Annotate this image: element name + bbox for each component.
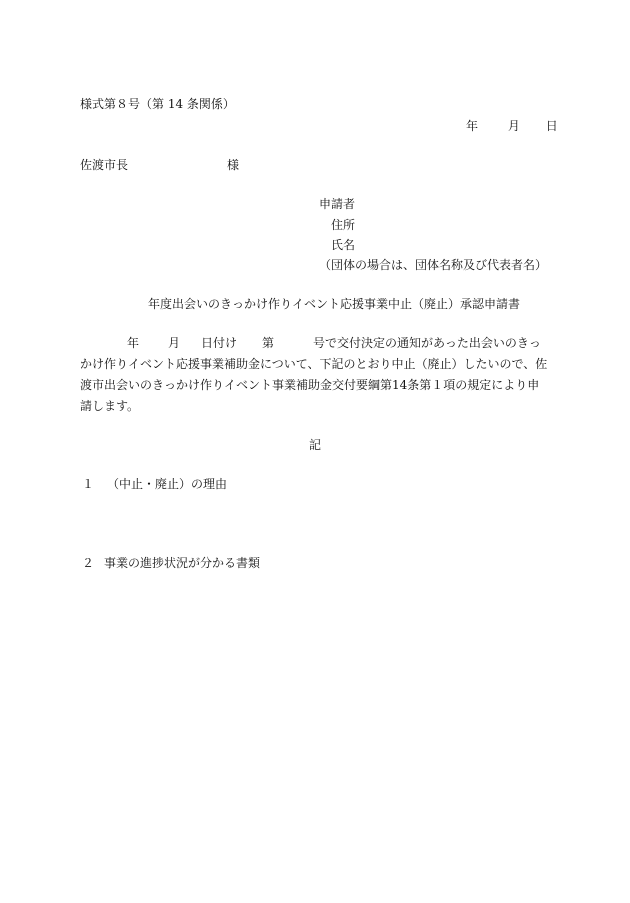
item-2-number: ２ — [82, 556, 95, 570]
item-1-text: （中止・廃止）の理由 — [107, 477, 228, 491]
body-line-4: 請します。 — [80, 399, 140, 413]
applicant-name-label: 氏名 — [331, 238, 356, 252]
body-year: 年 — [127, 336, 140, 350]
date-month: 月 — [507, 119, 520, 133]
date-line — [466, 119, 558, 133]
date-year: 年 — [466, 119, 479, 133]
document-title: 年度出会いのきっかけ作りイベント応援事業中止（廃止）承認申請書 — [148, 297, 521, 311]
body-line-2: かけ作りイベント応援事業補助金について、下記のとおり中止（廃止）したいので、佐 — [80, 357, 548, 371]
applicant-label: 申請者 — [319, 197, 356, 211]
body-number-prefix: 第 — [262, 336, 275, 350]
addressee-name: 佐渡市長 — [80, 158, 129, 172]
body-line-1-rest: 号で交付決定の通知があった出会いのきっ — [313, 336, 541, 350]
item-1-number: １ — [82, 477, 95, 491]
body-dated: 日付け — [201, 336, 238, 350]
item-2-text: 事業の進捗状況が分かる書類 — [104, 556, 261, 570]
date-day: 日 — [545, 119, 558, 133]
addressee-honorific: 様 — [227, 158, 240, 172]
body-line-3: 渡市出会いのきっかけ作りイベント事業補助金交付要綱第14条第１項の規定により申 — [80, 378, 540, 392]
applicant-note: （団体の場合は、団体名称及び代表者名） — [319, 258, 548, 272]
form-number: 様式第８号（第 14 条関係） — [80, 97, 235, 111]
applicant-address-label: 住所 — [331, 218, 356, 232]
ki-heading: 記 — [309, 438, 322, 452]
body-month: 月 — [168, 336, 181, 350]
